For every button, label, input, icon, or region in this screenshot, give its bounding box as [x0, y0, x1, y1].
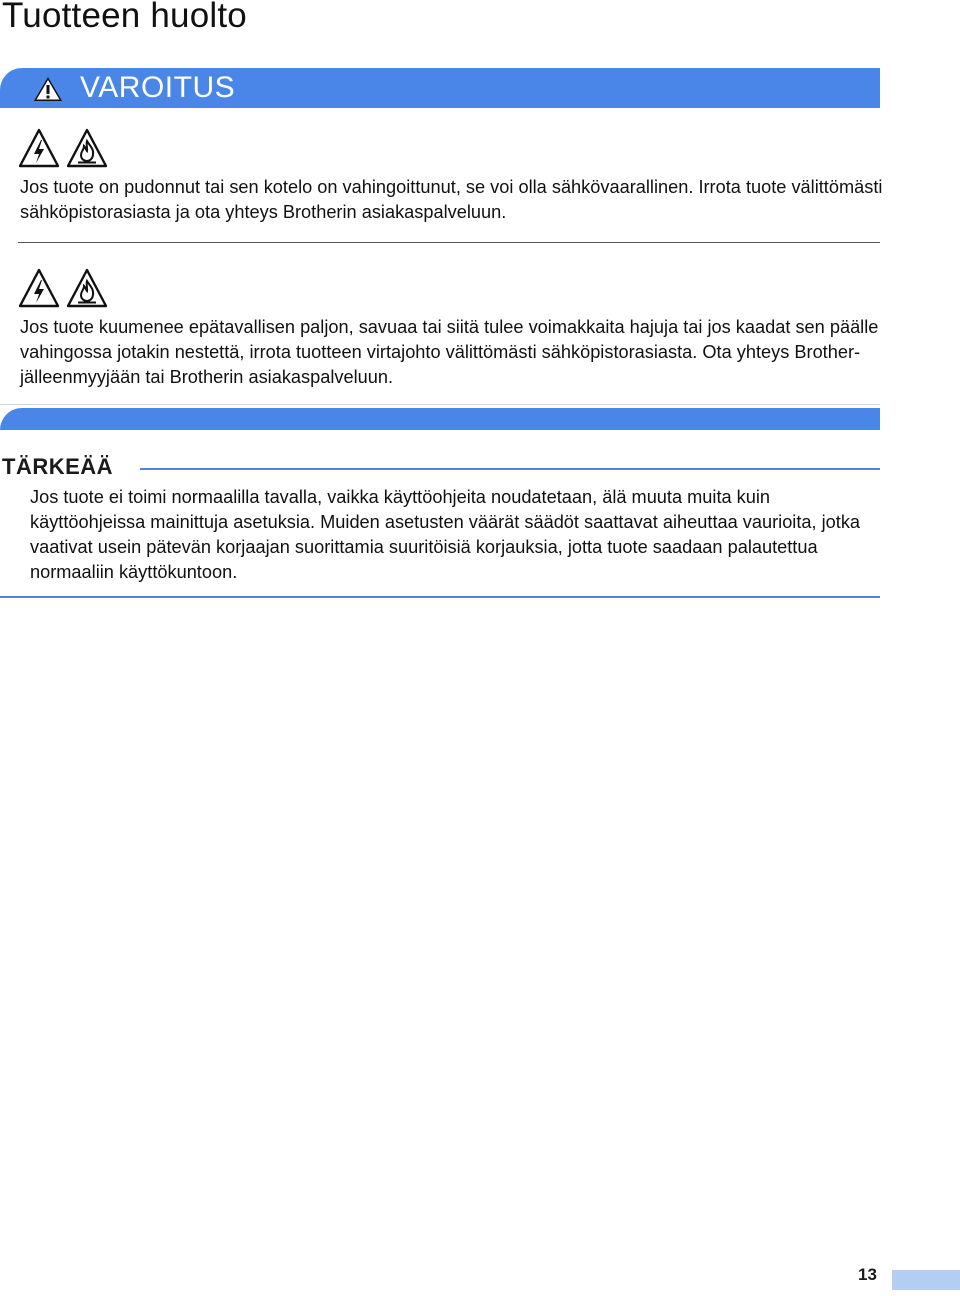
warning-banner: [0, 68, 880, 108]
warning-closing-bar: [0, 408, 880, 430]
important-text: Jos tuote ei toimi normaalilla tavalla, vaikka käyttöohjeita noudatetaan, älä muuta muita kuin käyttöohjeissa mainittuja asetuksia. Muiden asetusten väärät säädöt saattavat aiheuttaa vaurioita, jotka vaativat usein pätevän korjaajan suorittamia suuritöisiä korjauksia, jotta tuote saadaan palautettua normaaliin käyttökuntoon.: [30, 487, 861, 582]
important-title: TÄRKEÄÄ: [2, 454, 114, 479]
warning-triangle-icon: [33, 76, 63, 102]
hazard-icons: [18, 128, 108, 168]
warning-text-2: Jos tuote kuumenee epätavallisen paljon, savuaa tai siitä tulee voimakkaita hajuja tai jos kaadat sen päälle vahingossa jotakin nestettä, irrota tuotteen virtajohto välittömästi sähköpistorasiasta. Ota yhteys Brother-jälleenmyyjään tai Brotherin asiakaspalveluun.: [20, 317, 879, 387]
divider: [18, 242, 880, 243]
warning-label: VAROITUS: [80, 71, 236, 104]
page-tab: [892, 1270, 960, 1290]
electrical-hazard-icon: [18, 128, 60, 168]
page-title: Tuotteen huolto: [2, 0, 247, 35]
electrical-hazard-icon: [18, 268, 60, 308]
page-number: 13: [858, 1265, 877, 1284]
important-rule: [140, 468, 880, 470]
warning-text-1: Jos tuote on pudonnut tai sen kotelo on vahingoittunut, se voi olla sähkövaarallinen. Irrota tuote välittömästi sähköpistorasiasta ja ota yhteys Brotherin asiakaspalveluun.: [20, 177, 883, 222]
fire-hazard-icon: [66, 268, 108, 308]
hazard-icons: [18, 268, 108, 308]
important-bottom-rule: [0, 596, 880, 598]
warning-closing-line: [0, 404, 880, 405]
fire-hazard-icon: [66, 128, 108, 168]
